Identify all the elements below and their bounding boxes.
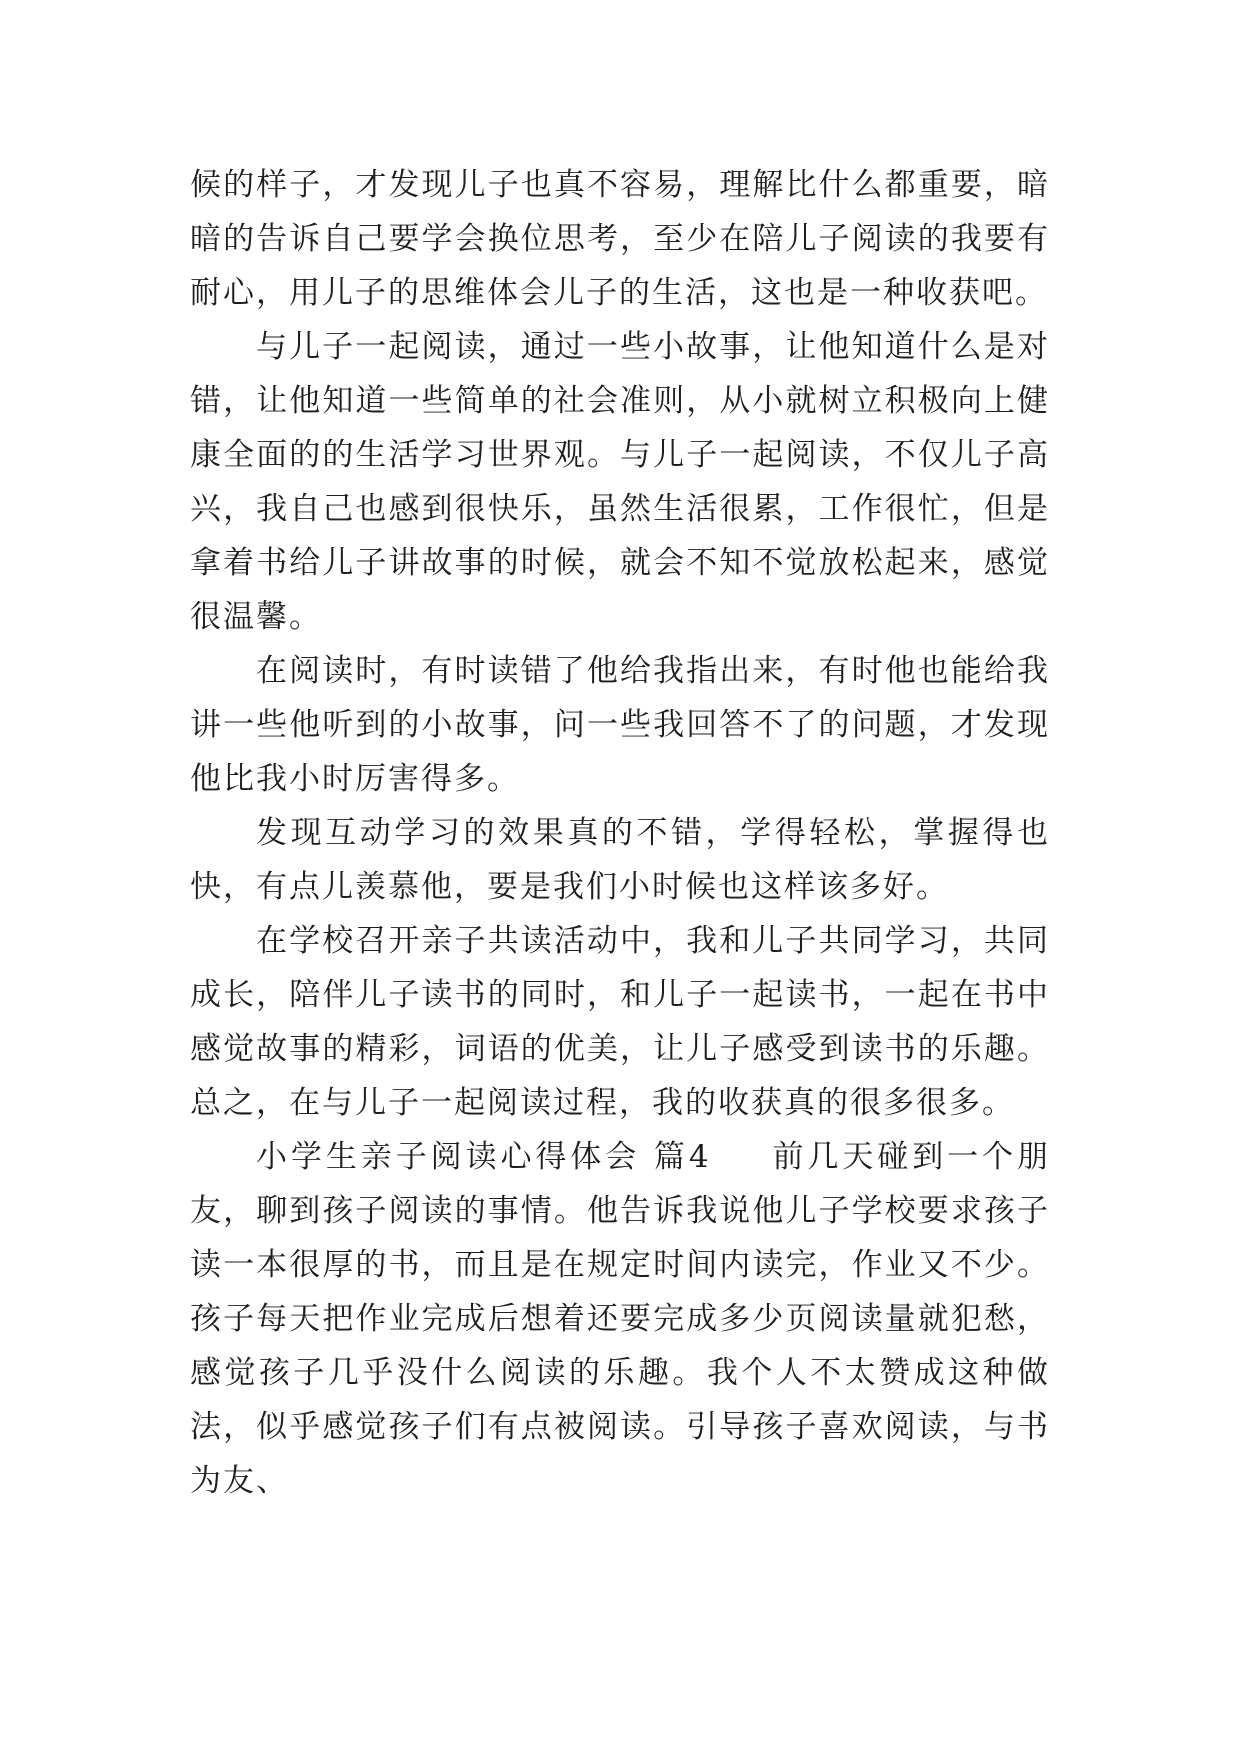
section-text: 前几天碰到一个朋友，聊到孩子阅读的事情。他告诉我说他儿子学校要求孩子读一本很厚的书，而且是在规定时间内读完，作业又不少。孩子每天把作业完成后想着还要完成多少页阅读量就犯愁，感觉孩子几乎没什么阅读的乐趣。我个人不太赞成这种做法，似乎感觉孩子们有点被阅读。引导孩子喜欢阅读，与书为友、 <box>190 1139 1051 1499</box>
paragraph-3: 在阅读时，有时读错了他给我指出来，有时他也能给我讲一些他听到的小故事，问一些我回答不了的问题，才发现他比我小时厉害得多。 <box>190 653 1050 797</box>
paragraph-5: 在学校召开亲子共读活动中，我和儿子共同学习，共同成长，陪伴儿子读书的同时，和儿子一起读书，一起在书中感觉故事的精彩，词语的优美，让儿子感受到读书的乐趣。总之，在与儿子一起阅读过程，我的收获真的很多很多。 <box>190 923 1050 1121</box>
paragraph-2: 与儿子一起阅读，通过一些小故事，让他知道什么是对错，让他知道一些简单的社会准则，从小就树立积极向上健康全面的的生活学习世界观。与儿子一起阅读，不仅儿子高兴，我自己也感到很快乐，虽然生活很累，工作很忙，但是拿着书给儿子讲故事的时候，就会不知不觉放松起来，感觉很温馨。 <box>190 329 1050 635</box>
section-paragraph <box>190 1130 1050 1508</box>
paragraph-1: 候的样子，才发现儿子也真不容易，理解比什么都重要，暗暗的告诉自己要学会换位思考，至少在陪儿子阅读的我要有耐心，用儿子的思维体会儿子的生活，这也是一种收获吧。 <box>190 167 1050 311</box>
paragraph-4: 发现互动学习的效果真的不错，学得轻松，掌握得也快，有点儿羡慕他，要是我们小时候也这样该多好。 <box>190 815 1050 905</box>
document-body <box>190 158 1050 1508</box>
section-heading: 小学生亲子阅读心得体会 篇4 <box>256 1139 711 1175</box>
